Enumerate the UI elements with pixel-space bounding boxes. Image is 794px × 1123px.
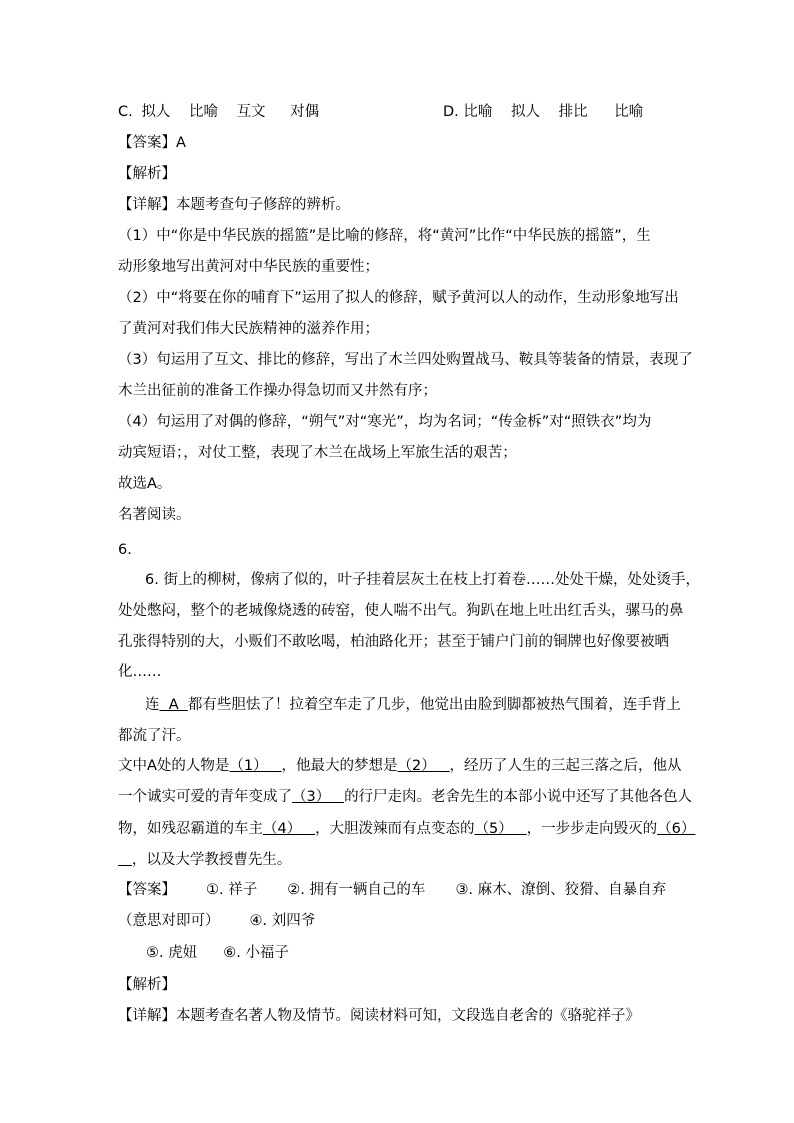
option-item: 对偶 <box>290 104 320 120</box>
passage-line: 都流了汗。 <box>118 728 191 744</box>
text: 连 <box>145 697 160 713</box>
option-c <box>118 102 319 122</box>
answer-item: ③. 麻木、潦倒、狡猾、自暴自弃 <box>455 882 667 898</box>
option-item: 比喻 <box>614 104 644 120</box>
detail-label: 【详解】 <box>118 197 176 213</box>
text: ，他最大的梦想是 <box>281 758 398 774</box>
passage-line: 化…… <box>118 664 162 680</box>
answer-item: ①. 祥子 <box>206 882 258 898</box>
question-line <box>118 850 291 870</box>
q5-answer <box>118 133 186 153</box>
answer-value: A <box>176 135 186 151</box>
option-item: 拟人 <box>511 104 540 120</box>
blank-6: （6） <box>657 821 696 837</box>
question-line <box>118 756 682 776</box>
text: 的行尸走肉。老舍先生的本部小说中还写了其他各色人 <box>344 789 693 805</box>
option-item: 互文 <box>236 104 266 120</box>
option-item: 比喻 <box>188 104 218 120</box>
detail-line: 动宾短语；，对仗工整，表现了木兰在战场上军旅生活的艰苦； <box>118 445 517 461</box>
analysis-label: 【解析】 <box>118 977 176 993</box>
blank-4: （4） <box>263 821 302 837</box>
detail-line: 动形象地写出黄河对中华民族的重要性； <box>118 259 379 275</box>
option-letter: D. <box>443 104 459 120</box>
detail-label: 【详解】 <box>118 1008 176 1024</box>
option-item: 拟人 <box>141 104 171 120</box>
option-letter: C. <box>118 104 133 120</box>
text: ，一步步走向毁灭的 <box>526 821 658 837</box>
answer-item: ④. 刘四爷 <box>249 913 316 929</box>
answer-item: ②. 拥有一辆自己的车 <box>287 882 426 898</box>
detail-text: 本题考查句子修辞的辨析。 <box>176 197 350 213</box>
q5-detail <box>118 195 350 215</box>
detail-line: （3）句运用了互文、排比的修辞，写出了木兰四处购置战马、鞍具等装备的情景，表现了 <box>118 352 693 368</box>
text: ，大胆泼辣而有点变态的 <box>315 821 475 837</box>
q6-detail <box>118 1006 640 1026</box>
question-number: 6. <box>118 542 132 558</box>
answer-item: ⑥. 小福子 <box>223 945 289 961</box>
question-line <box>118 819 695 839</box>
blank-5: （5） <box>474 821 513 837</box>
option-item: 比喻 <box>463 104 493 120</box>
answer-line <box>146 943 289 963</box>
passage-line: 6. 街上的柳树，像病了似的，叶子挂着层灰土在枝上打着卷……处处干燥，处处烫手， <box>145 572 700 588</box>
detail-line: （2）中“将要在你的哺育下”运用了拟人的修辞，赋予黄河以人的动作，生动形象地写出 <box>118 290 679 306</box>
detail-text: 本题考查名著人物及情节。阅读材料可知，文段选自老舍的《骆驼祥子》 <box>176 1008 640 1024</box>
passage-line: 孔张得特别的大，小贩们不敢吆喝，柏油路化开；甚至于铺户门前的铜牌也好像要被晒 <box>118 634 669 650</box>
answer-label: 【答案】 <box>118 135 176 151</box>
section-title: 名著阅读。 <box>118 507 191 523</box>
blank-1: （1） <box>229 758 268 774</box>
detail-line: （1）中“你是中华民族的摇篮”是比喻的修辞，将“黄河”比作“中华民族的摇篮”，生 <box>118 228 651 244</box>
detail-line: 故选A。 <box>118 476 172 492</box>
blank-a: A <box>159 697 188 713</box>
question-line <box>118 787 692 807</box>
option-item: 排比 <box>558 104 588 120</box>
q6-answer <box>118 880 666 900</box>
text: 物，如残忍霸道的车主 <box>118 821 263 837</box>
answer-item: ⑤. 虎妞 <box>146 945 198 961</box>
blank-2: （2） <box>397 758 436 774</box>
answer-line <box>118 911 315 931</box>
answer-label: 【答案】 <box>118 882 176 898</box>
option-d <box>443 102 643 122</box>
blank-3: （3） <box>292 789 331 805</box>
answer-note: （意思对即可） <box>118 913 220 929</box>
analysis-label: 【解析】 <box>118 166 176 182</box>
text: ，经历了人生的三起三落之后，他从 <box>449 758 682 774</box>
text: 文中A处的人物是 <box>118 758 230 774</box>
passage2-line <box>145 695 681 715</box>
detail-line: 木兰出征前的准备工作操办得急切而又井然有序； <box>118 383 437 399</box>
text: 一个诚实可爱的青年变成了 <box>118 789 292 805</box>
text: ，以及大学教授曹先生。 <box>131 852 292 868</box>
detail-line: 了黄河对我们伟大民族精神的滋养作用； <box>118 321 379 337</box>
passage-line: 处处憋闷，整个的老城像烧透的砖窑，使人喘不出气。狗趴在地上吐出红舌头，骡马的鼻 <box>118 603 684 619</box>
detail-line: （4）句运用了对偶的修辞，“朔气”对“寒光”，均为名词；“传金柝”对“照铁衣”均为 <box>118 414 652 430</box>
text: 都有些胆怯了！拉着空车走了几步，他觉出由脸到脚都被热气围着，连手背上 <box>187 697 681 713</box>
